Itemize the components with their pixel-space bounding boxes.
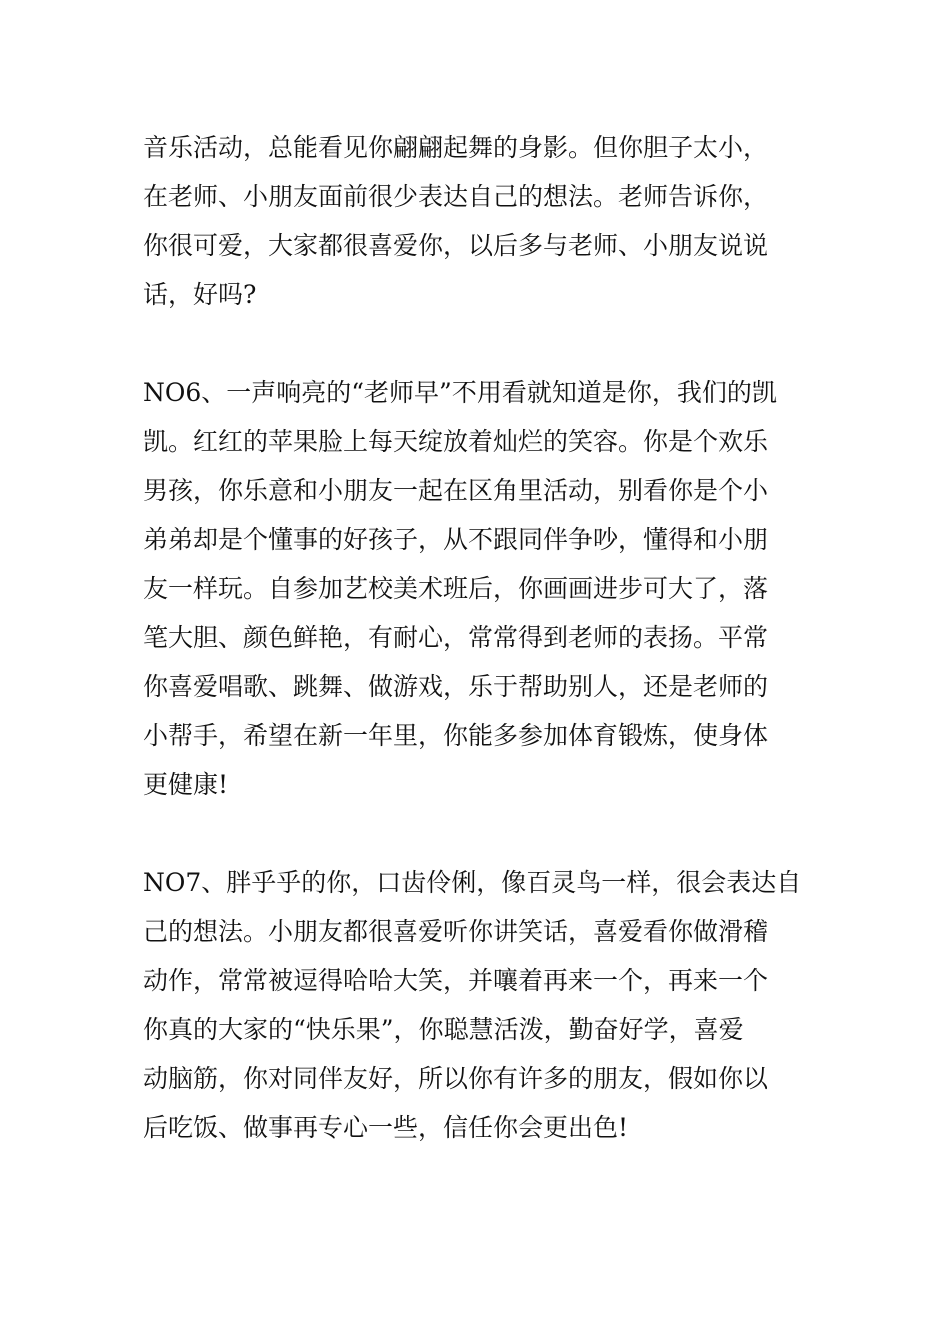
text-line: NO6、一声响亮的“老师早”不用看就知道是你，我们的凯	[143, 378, 777, 407]
paragraph-continuation	[143, 123, 813, 319]
text-line: 男孩，你乐意和小朋友一起在区角里活动，别看你是个小	[143, 476, 769, 505]
paragraph-no6	[143, 368, 813, 809]
text-line: 弟弟却是个懂事的好孩子，从不跟同伴争吵，懂得和小朋	[143, 525, 769, 554]
paragraph-no7	[143, 858, 813, 1152]
text-line: 音乐活动，总能看见你翩翩起舞的身影。但你胆子太小，	[143, 133, 769, 162]
text-line: 小帮手，希望在新一年里，你能多参加体育锻炼，使身体	[143, 721, 769, 750]
text-line: 你很可爱，大家都很喜爱你，以后多与老师、小朋友说说	[143, 231, 769, 260]
text-line: 后吃饭、做事再专心一些，信任你会更出色!	[143, 1113, 629, 1142]
document-body	[143, 123, 813, 1152]
paragraph-gap	[143, 809, 813, 858]
text-line: 友一样玩。自参加艺校美术班后，你画画进步可大了，落	[143, 574, 769, 603]
text-line: 话，好吗?	[143, 280, 257, 309]
paragraph-gap	[143, 319, 813, 368]
text-line: 动作，常常被逗得哈哈大笑，并嚷着再来一个，再来一个	[143, 966, 769, 995]
text-line: 更健康!	[143, 770, 229, 799]
text-line: 己的想法。小朋友都很喜爱听你讲笑话，喜爱看你做滑稽	[143, 917, 769, 946]
text-line: 动脑筋，你对同伴友好，所以你有许多的朋友，假如你以	[143, 1064, 769, 1093]
text-line: 笔大胆、颜色鲜艳，有耐心，常常得到老师的表扬。平常	[143, 623, 769, 652]
text-line: 在老师、小朋友面前很少表达自己的想法。老师告诉你，	[143, 182, 769, 211]
text-line: 你喜爱唱歌、跳舞、做游戏，乐于帮助别人，还是老师的	[143, 672, 769, 701]
text-line: NO7、胖乎乎的你，口齿伶俐，像百灵鸟一样，很会表达自	[143, 868, 802, 897]
text-line: 你真的大家的“快乐果”，你聪慧活泼，勤奋好学，喜爱	[143, 1015, 744, 1044]
text-line: 凯。红红的苹果脸上每天绽放着灿烂的笑容。你是个欢乐	[143, 427, 769, 456]
